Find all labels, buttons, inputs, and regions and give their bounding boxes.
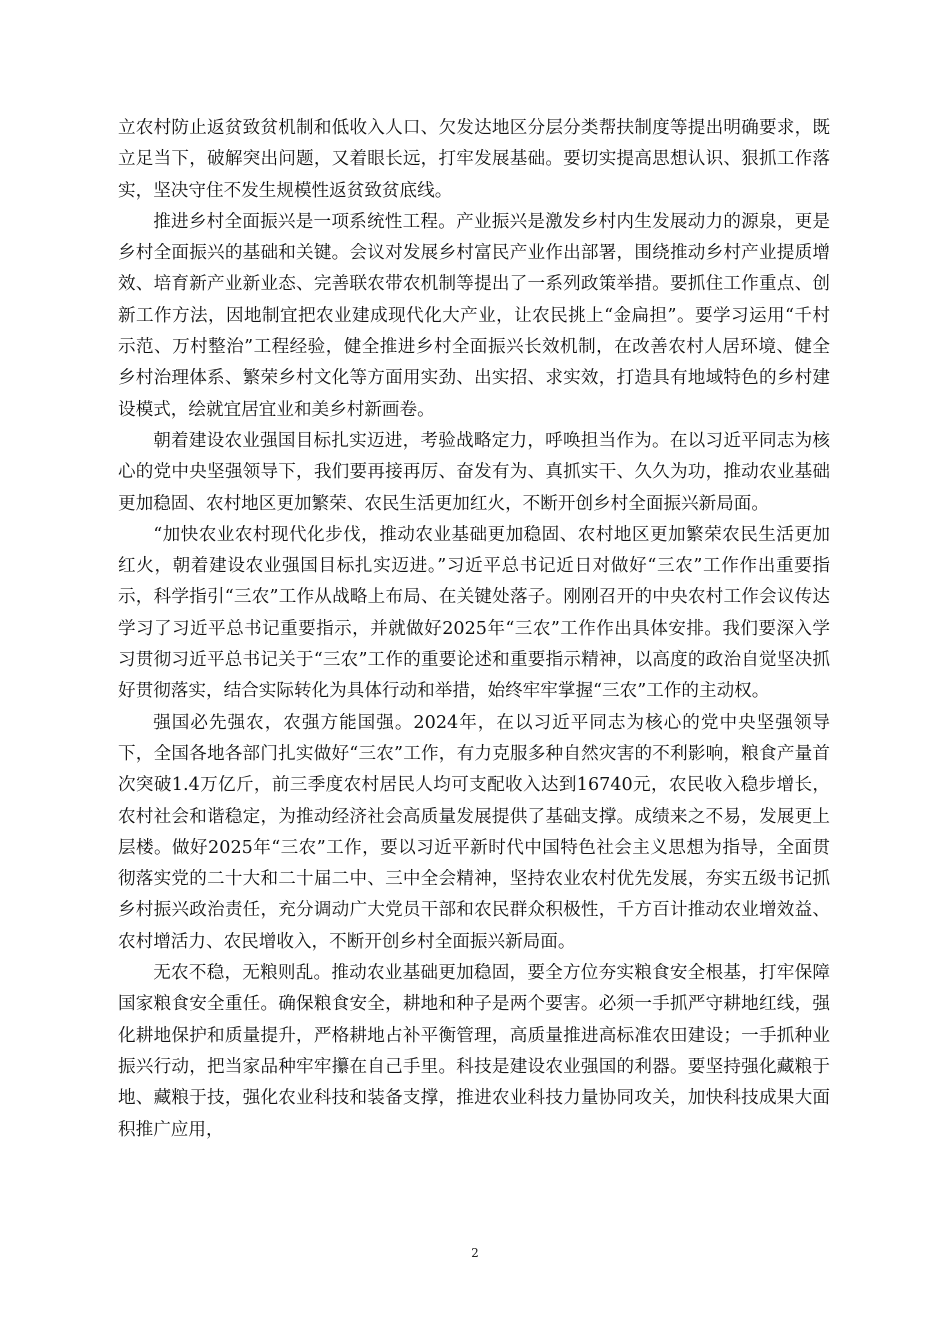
page-number: 2	[471, 1246, 479, 1260]
paragraph-4: “加快农业农村现代化步伐，推动农业基础更加稳固、农村地区更加繁荣农民生活更加红火，朝着建设农业强国目标扎实迈进。”习近平总书记近日对做好“三农”工作作出重要指示，科学指引“三农”工作从战略上布局、在关键处落子。刚刚召开的中央农村工作会议传达学习了习近平总书记重要指示，并就做好2025年“三农”工作作出具体安排。我们要深入学习贯彻习近平总书记关于“三农”工作的重要论述和重要指示精神，以高度的政治自觉坚决抓好贯彻落实，结合实际转化为具体行动和举措，始终牢牢掌握“三农”工作的主动权。	[118, 524, 830, 702]
paragraph-5: 强国必先强农，农强方能国强。2024年，在以习近平同志为核心的党中央坚强领导下，全国各地各部门扎实做好“三农”工作，有力克服多种自然灾害的不利影响，粮食产量首次突破1.4万亿斤，前三季度农村居民人均可支配收入达到16740元，农民收入稳步增长，农村社会和谐稳定，为推动经济社会高质量发展提供了基础支撑。成绩来之不易，发展更上层楼。做好2025年“三农”工作，要以习近平新时代中国特色社会主义思想为指导，全面贯彻落实党的二十大和二十届二中、三中全会精神，坚持农业农村优先发展，夯实五级书记抓乡村振兴政治责任，充分调动广大党员干部和农民群众积极性，千方百计推动农业增效益、农村增活力、农民增收入，不断开创乡村全面振兴新局面。	[118, 712, 830, 952]
paragraph-6: 无农不稳，无粮则乱。推动农业基础更加稳固，要全方位夯实粮食安全根基，打牢保障国家粮食安全重任。确保粮食安全，耕地和种子是两个要害。必须一手抓严守耕地红线，强化耕地保护和质量提升，严格耕地占补平衡管理，高质量推进高标准农田建设；一手抓种业振兴行动，把当家品种牢牢攥在自己手里。科技是建设农业强国的利器。要坚持强化藏粮于地、藏粮于技，强化农业科技和装备支撑，推进农业科技力量协同攻关，加快科技成果大面积推广应用，	[118, 963, 830, 1140]
paragraph-2: 推进乡村全面振兴是一项系统性工程。产业振兴是激发乡村内生发展动力的源泉，更是乡村全面振兴的基础和关键。会议对发展乡村富民产业作出部署，围绕推动乡村产业提质增效、培育新产业新业态、完善联农带农机制等提出了一系列政策举措。要抓住工作重点、创新工作方法，因地制宜把农业建成现代化大产业，让农民挑上“金扁担”。要学习运用“千村示范、万村整治”工程经验，健全推进乡村全面振兴长效机制，在改善农村人居环境、健全乡村治理体系、繁荣乡村文化等方面用实劲、出实招、求实效，打造具有地域特色的乡村建设模式，绘就宜居宜业和美乡村新画卷。	[118, 211, 830, 420]
document-body	[118, 113, 830, 1146]
paragraph-3: 朝着建设农业强国目标扎实迈进，考验战略定力，呼唤担当作为。在以习近平同志为核心的党中央坚强领导下，我们要再接再厉、奋发有为、真抓实干、久久为功，推动农业基础更加稳固、农村地区更加繁荣、农民生活更加红火，不断开创乡村全面振兴新局面。	[118, 430, 830, 514]
paragraph-1: 立农村防止返贫致贫机制和低收入人口、欠发达地区分层分类帮扶制度等提出明确要求，既立足当下，破解突出问题，又着眼长远，打牢发展基础。要切实提高思想认识、狠抓工作落实，坚决守住不发生规模性返贫致贫底线。	[118, 118, 830, 201]
